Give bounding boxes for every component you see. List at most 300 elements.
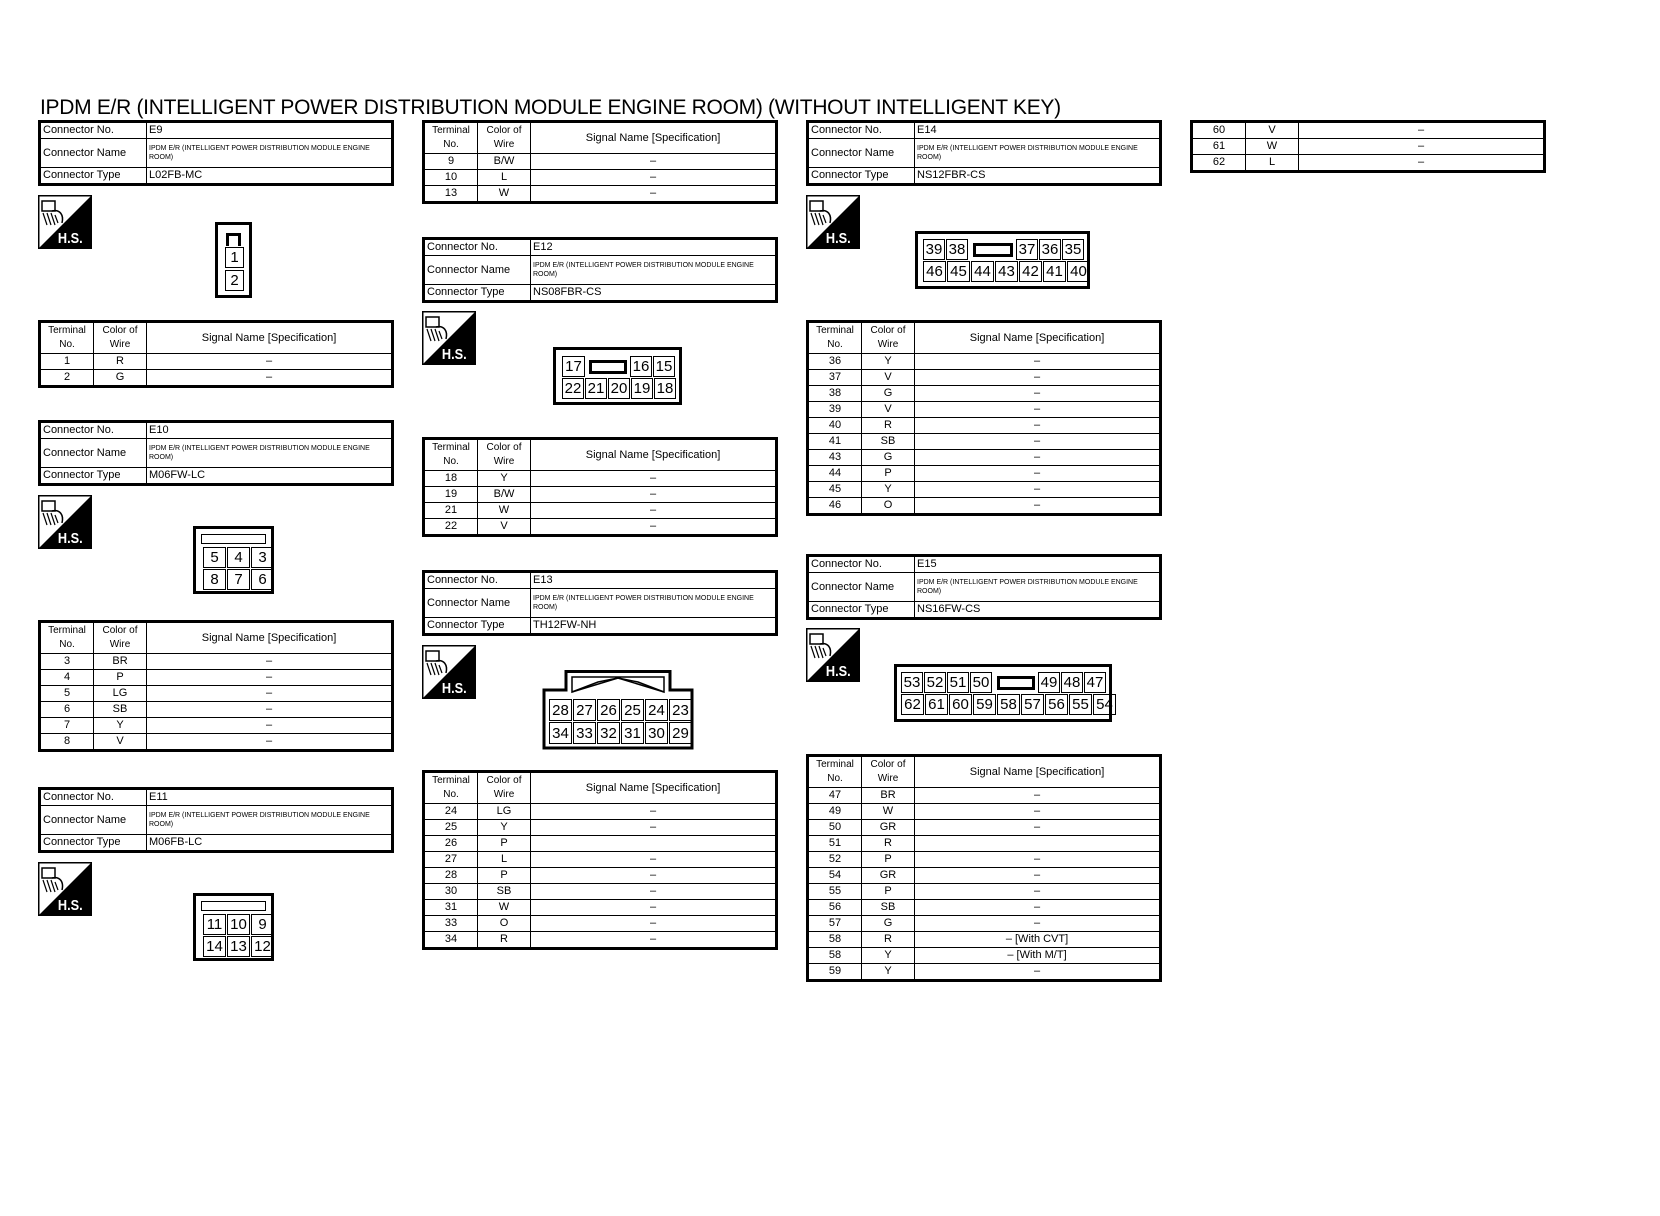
pin-50: 50 bbox=[970, 672, 992, 693]
table-row bbox=[40, 670, 393, 686]
pin-23: 23 bbox=[669, 699, 692, 721]
signal-name: – bbox=[531, 519, 777, 536]
table-row bbox=[424, 170, 777, 186]
table-row bbox=[808, 386, 1161, 402]
pin-6: 6 bbox=[251, 569, 274, 590]
pin-32: 32 bbox=[597, 722, 620, 744]
wire-color: LG bbox=[478, 804, 531, 820]
svg-text:H.S.: H.S. bbox=[57, 895, 83, 914]
wire-color: V bbox=[1246, 122, 1299, 139]
pin-61: 61 bbox=[925, 694, 948, 715]
signal-name bbox=[531, 836, 777, 852]
wire-color: W bbox=[862, 804, 915, 820]
signal-name: – bbox=[531, 820, 777, 836]
connector-face-e13 bbox=[542, 670, 694, 750]
terminal-number: 5 bbox=[40, 686, 94, 702]
pin-grid-e13 bbox=[548, 698, 688, 744]
wire-color: W bbox=[478, 186, 531, 203]
pin-46: 46 bbox=[923, 261, 946, 282]
connector-face-e10 bbox=[193, 526, 274, 594]
table-row bbox=[808, 820, 1161, 836]
harness-side-icon bbox=[806, 195, 860, 249]
wire-color: W bbox=[478, 900, 531, 916]
table-row bbox=[808, 370, 1161, 386]
pin-29: 29 bbox=[669, 722, 692, 744]
wire-color: V bbox=[862, 370, 915, 386]
signal-name: – bbox=[915, 450, 1161, 466]
connector-info-e9: Connector No. E9 Connector Name IPDM E/R (INTELLIGENT POWER DISTRIBUTION MODULE ENGINE ROOM) Connector Type L02FB-MC bbox=[38, 120, 394, 186]
harness-side-icon bbox=[422, 645, 476, 699]
pin-49: 49 bbox=[1038, 672, 1060, 693]
connector-name-e15: IPDM E/R (INTELLIGENT POWER DISTRIBUTION MODULE ENGINE ROOM) bbox=[915, 573, 1161, 602]
wire-color: W bbox=[1246, 139, 1299, 155]
wire-color: L bbox=[478, 170, 531, 186]
connector-info-e15: Connector No. E15 Connector Name IPDM E/R (INTELLIGENT POWER DISTRIBUTION MODULE ENGINE ROOM) Connector Type NS16FW-CS bbox=[806, 554, 1162, 620]
page-title: IPDM E/R (INTELLIGENT POWER DISTRIBUTION MODULE ENGINE ROOM) (WITHOUT INTELLIGENT KEY) bbox=[40, 96, 1061, 119]
table-row bbox=[808, 482, 1161, 498]
harness-side-icon bbox=[422, 311, 476, 365]
signal-name: – bbox=[147, 686, 393, 702]
table-row bbox=[424, 154, 777, 170]
terminal-number: 60 bbox=[1192, 122, 1246, 139]
table-row bbox=[808, 418, 1161, 434]
pin-13: 13 bbox=[227, 936, 250, 957]
signal-name: – bbox=[147, 702, 393, 718]
table-row bbox=[808, 498, 1161, 515]
wire-color: GR bbox=[862, 820, 915, 836]
terminal-number: 43 bbox=[808, 450, 862, 466]
latch-icon bbox=[226, 233, 241, 246]
wire-color: Y bbox=[862, 964, 915, 981]
signal-name: – bbox=[531, 916, 777, 932]
wire-color: SB bbox=[862, 434, 915, 450]
terminal-table-e15: Terminal No. Color of Wire Signal Name [Specification] 47 BR – 49 W – 50 GR – 51 R 52 P – 54 GR – 55 P – 56 SB – 57 G – 58 R – [With CVT] 58 Y – [With M/T] 59 Y – bbox=[806, 754, 1162, 982]
table-row bbox=[808, 354, 1161, 370]
signal-name: – bbox=[147, 654, 393, 670]
connector-type-e12: NS08FBR-CS bbox=[531, 285, 777, 302]
svg-text:H.S.: H.S. bbox=[441, 678, 467, 697]
harness-side-icon bbox=[806, 628, 860, 682]
table-row bbox=[808, 804, 1161, 820]
pin-row-e14 bbox=[923, 261, 1085, 283]
table-row bbox=[424, 836, 777, 852]
signal-name: – bbox=[531, 186, 777, 203]
terminal-number: 27 bbox=[424, 852, 478, 868]
terminal-number: 10 bbox=[424, 170, 478, 186]
wire-color: G bbox=[862, 450, 915, 466]
terminal-number: 40 bbox=[808, 418, 862, 434]
pin-11: 11 bbox=[203, 914, 226, 935]
pin-43: 43 bbox=[995, 261, 1018, 282]
pin-54: 54 bbox=[1093, 694, 1116, 715]
svg-text:H.S.: H.S. bbox=[441, 344, 467, 363]
signal-name: – bbox=[147, 718, 393, 734]
harness-side-icon bbox=[38, 495, 92, 549]
wire-color: Y bbox=[478, 471, 531, 487]
terminal-number: 31 bbox=[424, 900, 478, 916]
terminal-number: 39 bbox=[808, 402, 862, 418]
connector-type-e13: TH12FW-NH bbox=[531, 618, 777, 635]
connector-type-e15: NS16FW-CS bbox=[915, 602, 1161, 619]
signal-name: – bbox=[915, 884, 1161, 900]
terminal-number: 26 bbox=[424, 836, 478, 852]
signal-name: – bbox=[531, 884, 777, 900]
wire-color: P bbox=[478, 836, 531, 852]
signal-name bbox=[915, 836, 1161, 852]
pin-8: 8 bbox=[203, 569, 226, 590]
terminal-number: 47 bbox=[808, 788, 862, 804]
signal-name: – bbox=[531, 471, 777, 487]
terminal-number: 44 bbox=[808, 466, 862, 482]
pin-15: 15 bbox=[653, 356, 675, 377]
pin-36: 36 bbox=[1039, 239, 1061, 260]
connector-name-e10: IPDM E/R (INTELLIGENT POWER DISTRIBUTION MODULE ENGINE ROOM) bbox=[147, 439, 393, 468]
wire-color: R bbox=[478, 932, 531, 949]
table-row bbox=[808, 788, 1161, 804]
signal-name: – bbox=[915, 370, 1161, 386]
table-row bbox=[40, 686, 393, 702]
pin-60: 60 bbox=[949, 694, 972, 715]
pin-1: 1 bbox=[225, 247, 244, 268]
pin-55: 55 bbox=[1069, 694, 1092, 715]
pin-53: 53 bbox=[901, 672, 923, 693]
connector-name-e9: IPDM E/R (INTELLIGENT POWER DISTRIBUTION MODULE ENGINE ROOM) bbox=[147, 139, 393, 168]
pin-57: 57 bbox=[1021, 694, 1044, 715]
terminal-number: 8 bbox=[40, 734, 94, 751]
connector-no-e13: E13 bbox=[531, 572, 777, 589]
pin-44: 44 bbox=[971, 261, 994, 282]
svg-text:H.S.: H.S. bbox=[57, 228, 83, 247]
connector-no-e15: E15 bbox=[915, 556, 1161, 573]
table-row bbox=[40, 702, 393, 718]
pin-59: 59 bbox=[973, 694, 996, 715]
harness-side-icon bbox=[38, 195, 92, 249]
pin-37: 37 bbox=[1016, 239, 1038, 260]
signal-name: – bbox=[915, 916, 1161, 932]
wire-color: Y bbox=[478, 820, 531, 836]
pin-5: 5 bbox=[203, 547, 226, 568]
connector-no-e11: E11 bbox=[147, 789, 393, 806]
terminal-number: 57 bbox=[808, 916, 862, 932]
terminal-table-e15-continued bbox=[1190, 120, 1546, 173]
signal-name: – bbox=[531, 170, 777, 186]
signal-name: – bbox=[915, 852, 1161, 868]
terminal-number: 13 bbox=[424, 186, 478, 203]
signal-name: – bbox=[147, 734, 393, 751]
table-row bbox=[808, 964, 1161, 981]
terminal-number: 54 bbox=[808, 868, 862, 884]
wire-color: P bbox=[862, 852, 915, 868]
connector-name-e13: IPDM E/R (INTELLIGENT POWER DISTRIBUTION MODULE ENGINE ROOM) bbox=[531, 589, 777, 618]
terminal-table-e14: Terminal No. Color of Wire Signal Name [Specification] 36 Y – 37 V – 38 G – 39 V – 40 R – 41 SB – 43 G – 44 P – 45 Y – 46 O – bbox=[806, 320, 1162, 516]
pin-35: 35 bbox=[1062, 239, 1084, 260]
pin-34: 34 bbox=[549, 722, 572, 744]
signal-name: – bbox=[915, 964, 1161, 981]
connector-no-e9: E9 bbox=[147, 122, 393, 139]
signal-name: – bbox=[531, 932, 777, 949]
wire-color: SB bbox=[862, 900, 915, 916]
table-row bbox=[40, 654, 393, 670]
terminal-table-e13: Terminal No. Color of Wire Signal Name [Specification] 24 LG – 25 Y – 26 P 27 L – 28 P – 30 SB – 31 W – 33 O – 34 R – bbox=[422, 770, 778, 950]
terminal-table-e10: Terminal No. Color of Wire Signal Name [Specification] 3 BR – 4 P – 5 LG – 6 SB – 7 Y – 8 V – bbox=[38, 620, 394, 752]
pin-27: 27 bbox=[573, 699, 596, 721]
table-row bbox=[424, 884, 777, 900]
pin-56: 56 bbox=[1045, 694, 1068, 715]
terminal-number: 1 bbox=[40, 354, 94, 370]
terminal-number: 3 bbox=[40, 654, 94, 670]
wire-color: G bbox=[862, 916, 915, 932]
terminal-number: 45 bbox=[808, 482, 862, 498]
wire-color: SB bbox=[478, 884, 531, 900]
wire-color: Y bbox=[862, 948, 915, 964]
terminal-number: 58 bbox=[808, 948, 862, 964]
table-row bbox=[1192, 155, 1545, 172]
latch-icon bbox=[589, 360, 627, 374]
pin-38: 38 bbox=[946, 239, 968, 260]
table-row bbox=[40, 354, 393, 370]
table-row bbox=[424, 503, 777, 519]
table-row bbox=[808, 900, 1161, 916]
wire-color: R bbox=[862, 932, 915, 948]
signal-name: – bbox=[915, 386, 1161, 402]
wire-color: V bbox=[862, 402, 915, 418]
connector-no-e14: E14 bbox=[915, 122, 1161, 139]
wire-color: BR bbox=[862, 788, 915, 804]
wire-color: SB bbox=[94, 702, 147, 718]
table-row bbox=[808, 868, 1161, 884]
wire-color: B/W bbox=[478, 487, 531, 503]
pin-26: 26 bbox=[597, 699, 620, 721]
wire-color: GR bbox=[862, 868, 915, 884]
table-row bbox=[808, 466, 1161, 482]
pin-33: 33 bbox=[573, 722, 596, 744]
signal-name: – bbox=[531, 487, 777, 503]
terminal-number: 61 bbox=[1192, 139, 1246, 155]
signal-name: – bbox=[915, 434, 1161, 450]
connector-info-e12: Connector No. E12 Connector Name IPDM E/R (INTELLIGENT POWER DISTRIBUTION MODULE ENGINE ROOM) Connector Type NS08FBR-CS bbox=[422, 237, 778, 303]
wire-color: L bbox=[1246, 155, 1299, 172]
terminal-number: 21 bbox=[424, 503, 478, 519]
table-row bbox=[808, 836, 1161, 852]
terminal-number: 19 bbox=[424, 487, 478, 503]
terminal-number: 37 bbox=[808, 370, 862, 386]
wire-color: BR bbox=[94, 654, 147, 670]
signal-name: – bbox=[915, 482, 1161, 498]
table-row bbox=[1192, 139, 1545, 155]
terminal-number: 36 bbox=[808, 354, 862, 370]
terminal-number: 56 bbox=[808, 900, 862, 916]
pin-40: 40 bbox=[1067, 261, 1090, 282]
wire-color: W bbox=[478, 503, 531, 519]
terminal-number: 55 bbox=[808, 884, 862, 900]
terminal-number: 24 bbox=[424, 804, 478, 820]
wire-color: LG bbox=[94, 686, 147, 702]
pin-19: 19 bbox=[631, 378, 653, 399]
signal-name: – bbox=[915, 788, 1161, 804]
pin-10: 10 bbox=[227, 914, 250, 935]
terminal-number: 28 bbox=[424, 868, 478, 884]
pin-24: 24 bbox=[645, 699, 668, 721]
terminal-number: 58 bbox=[808, 932, 862, 948]
pin-20: 20 bbox=[608, 378, 630, 399]
pin-31: 31 bbox=[621, 722, 644, 744]
table-row bbox=[808, 884, 1161, 900]
terminal-table-e11: Terminal No. Color of Wire Signal Name [Specification] 9 B/W – 10 L – 13 W – bbox=[422, 120, 778, 204]
table-row bbox=[424, 471, 777, 487]
connector-face-e15 bbox=[894, 664, 1112, 722]
pin-28: 28 bbox=[549, 699, 572, 721]
pin-30: 30 bbox=[645, 722, 668, 744]
pin-3: 3 bbox=[251, 547, 274, 568]
signal-name: – bbox=[1299, 139, 1545, 155]
pin-17: 17 bbox=[562, 356, 585, 377]
signal-name: – bbox=[531, 852, 777, 868]
signal-name: – bbox=[915, 354, 1161, 370]
pin-41: 41 bbox=[1043, 261, 1066, 282]
terminal-number: 46 bbox=[808, 498, 862, 515]
table-row bbox=[424, 916, 777, 932]
wire-color: Y bbox=[94, 718, 147, 734]
wire-color: R bbox=[862, 836, 915, 852]
signal-name: – bbox=[531, 900, 777, 916]
terminal-number: 7 bbox=[40, 718, 94, 734]
table-row bbox=[424, 820, 777, 836]
terminal-number: 52 bbox=[808, 852, 862, 868]
wire-color: O bbox=[862, 498, 915, 515]
pin-7: 7 bbox=[227, 569, 250, 590]
terminal-number: 51 bbox=[808, 836, 862, 852]
connector-face-e14 bbox=[915, 231, 1090, 289]
signal-name: – bbox=[147, 370, 393, 387]
signal-name: – bbox=[915, 418, 1161, 434]
pin-row-e15 bbox=[901, 694, 1111, 716]
harness-side-icon bbox=[38, 862, 92, 916]
signal-name: – [With CVT] bbox=[915, 932, 1161, 948]
pin-45: 45 bbox=[947, 261, 970, 282]
wire-color: V bbox=[478, 519, 531, 536]
pin-47: 47 bbox=[1084, 672, 1106, 693]
wire-color: P bbox=[862, 466, 915, 482]
connector-name-e14: IPDM E/R (INTELLIGENT POWER DISTRIBUTION MODULE ENGINE ROOM) bbox=[915, 139, 1161, 168]
table-row bbox=[40, 734, 393, 751]
latch-icon bbox=[973, 243, 1013, 257]
wire-color: R bbox=[94, 354, 147, 370]
pin-62: 62 bbox=[901, 694, 924, 715]
connector-type-e14: NS12FBR-CS bbox=[915, 168, 1161, 185]
pin-52: 52 bbox=[924, 672, 946, 693]
terminal-number: 38 bbox=[808, 386, 862, 402]
signal-name: – bbox=[915, 820, 1161, 836]
terminal-number: 18 bbox=[424, 471, 478, 487]
wire-color: P bbox=[94, 670, 147, 686]
signal-name: – bbox=[1299, 155, 1545, 172]
svg-text:H.S.: H.S. bbox=[57, 528, 83, 547]
table-row bbox=[424, 519, 777, 536]
wire-color: B/W bbox=[478, 154, 531, 170]
wire-color: Y bbox=[862, 354, 915, 370]
table-row bbox=[424, 804, 777, 820]
terminal-number: 4 bbox=[40, 670, 94, 686]
pin-14: 14 bbox=[203, 936, 226, 957]
connector-name-e12: IPDM E/R (INTELLIGENT POWER DISTRIBUTION MODULE ENGINE ROOM) bbox=[531, 256, 777, 285]
terminal-table-e12: Terminal No. Color of Wire Signal Name [Specification] 18 Y – 19 B/W – 21 W – 22 V – bbox=[422, 437, 778, 537]
table-row bbox=[424, 852, 777, 868]
pin-58: 58 bbox=[997, 694, 1020, 715]
table-row bbox=[808, 948, 1161, 964]
connector-no-e12: E12 bbox=[531, 239, 777, 256]
table-row bbox=[424, 186, 777, 203]
signal-name: – bbox=[915, 868, 1161, 884]
connector-housing-rib bbox=[201, 534, 266, 544]
pin-9: 9 bbox=[251, 914, 274, 935]
connector-type-e10: M06FW-LC bbox=[147, 468, 393, 485]
terminal-number: 62 bbox=[1192, 155, 1246, 172]
signal-name: – bbox=[531, 503, 777, 519]
wire-color: P bbox=[478, 868, 531, 884]
connector-no-e10: E10 bbox=[147, 422, 393, 439]
pin-42: 42 bbox=[1019, 261, 1042, 282]
table-row bbox=[808, 402, 1161, 418]
connector-face-e9 bbox=[215, 222, 252, 298]
terminal-number: 33 bbox=[424, 916, 478, 932]
pin-22: 22 bbox=[562, 378, 584, 399]
connector-face-e11 bbox=[193, 893, 274, 961]
terminal-number: 49 bbox=[808, 804, 862, 820]
connector-type-e9: L02FB-MC bbox=[147, 168, 393, 185]
table-row bbox=[808, 434, 1161, 450]
table-row bbox=[808, 852, 1161, 868]
pin-16: 16 bbox=[630, 356, 652, 377]
pin-51: 51 bbox=[947, 672, 969, 693]
connector-info-e14: Connector No. E14 Connector Name IPDM E/R (INTELLIGENT POWER DISTRIBUTION MODULE ENGINE ROOM) Connector Type NS12FBR-CS bbox=[806, 120, 1162, 186]
connector-face-e12 bbox=[553, 347, 682, 405]
table-row bbox=[40, 718, 393, 734]
pin-25: 25 bbox=[621, 699, 644, 721]
connector-info-e11: Connector No. E11 Connector Name IPDM E/R (INTELLIGENT POWER DISTRIBUTION MODULE ENGINE ROOM) Connector Type M06FB-LC bbox=[38, 787, 394, 853]
svg-text:H.S.: H.S. bbox=[825, 661, 851, 680]
terminal-number: 59 bbox=[808, 964, 862, 981]
wire-color: L bbox=[478, 852, 531, 868]
connector-info-e10: Connector No. E10 Connector Name IPDM E/R (INTELLIGENT POWER DISTRIBUTION MODULE ENGINE ROOM) Connector Type M06FW-LC bbox=[38, 420, 394, 486]
table-row bbox=[424, 487, 777, 503]
signal-name: – bbox=[915, 498, 1161, 515]
signal-name: – bbox=[147, 354, 393, 370]
table-row bbox=[808, 916, 1161, 932]
signal-name: – bbox=[531, 154, 777, 170]
wire-color: Y bbox=[862, 482, 915, 498]
connector-housing-rib bbox=[201, 901, 266, 911]
svg-text:H.S.: H.S. bbox=[825, 228, 851, 247]
signal-name: – bbox=[915, 402, 1161, 418]
pin-4: 4 bbox=[227, 547, 250, 568]
pin-12: 12 bbox=[251, 936, 274, 957]
terminal-number: 9 bbox=[424, 154, 478, 170]
signal-name: – bbox=[531, 804, 777, 820]
terminal-number: 34 bbox=[424, 932, 478, 949]
signal-name: – bbox=[915, 900, 1161, 916]
connector-info-e13: Connector No. E13 Connector Name IPDM E/R (INTELLIGENT POWER DISTRIBUTION MODULE ENGINE ROOM) Connector Type TH12FW-NH bbox=[422, 570, 778, 636]
signal-name: – bbox=[915, 466, 1161, 482]
table-row bbox=[424, 932, 777, 949]
signal-name: – bbox=[147, 670, 393, 686]
wire-color: G bbox=[94, 370, 147, 387]
wire-color: P bbox=[862, 884, 915, 900]
terminal-number: 25 bbox=[424, 820, 478, 836]
pin-48: 48 bbox=[1061, 672, 1083, 693]
pin-2: 2 bbox=[225, 270, 244, 291]
pin-39: 39 bbox=[923, 239, 945, 260]
connector-type-e11: M06FB-LC bbox=[147, 835, 393, 852]
